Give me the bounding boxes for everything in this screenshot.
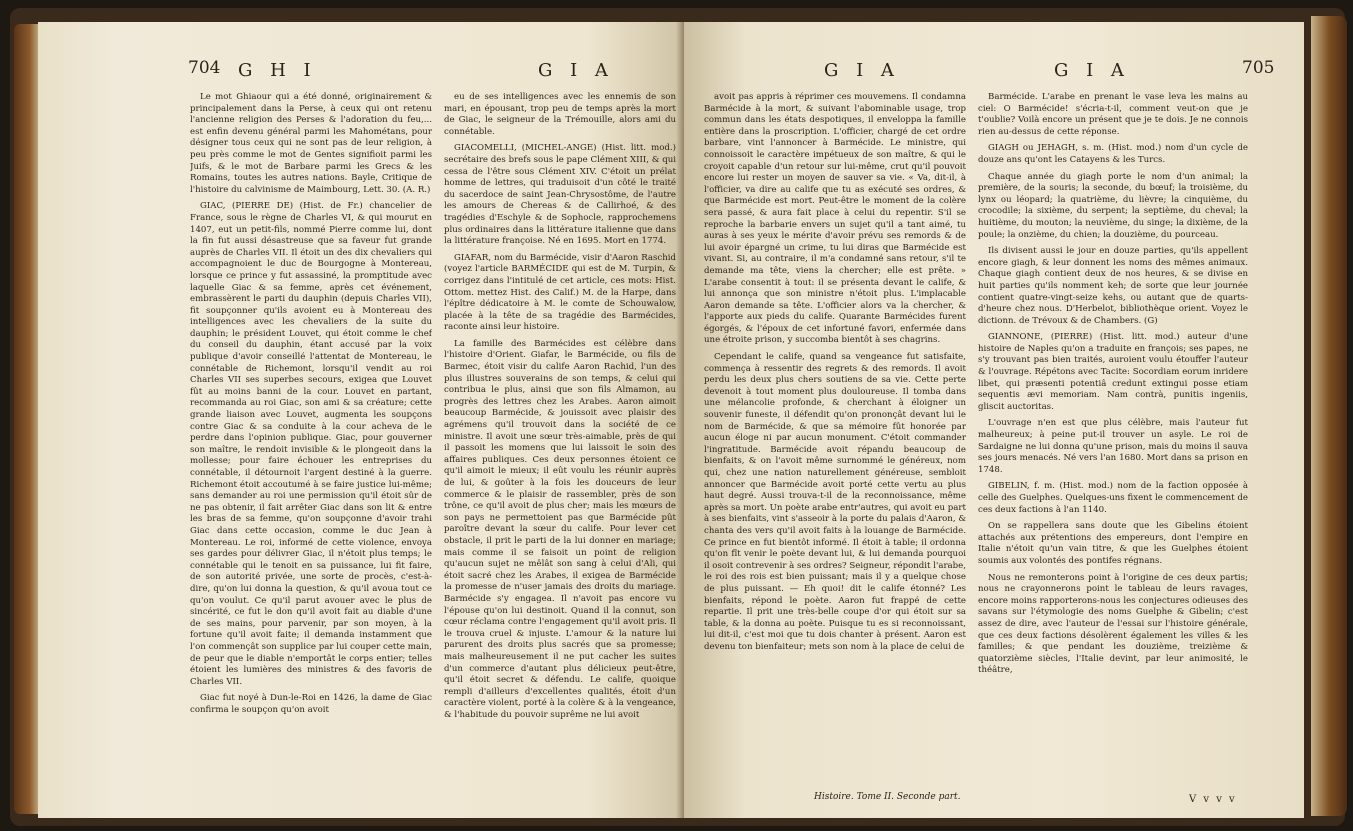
paragraph: GIAFAR, nom du Barmécide, visir d'Aaron Raschid (voyez l'article BARMÉCIDE qui est de M. Turpin, & corrigez dans l'intitulé de cet article, ces mots: Hist. Ottom. mettez Hist. des Calif.) M. de la Harpe, dans l'épître dédicatoire à M. le comte de Schouwalow, placée à la tête de sa tragédie des Barmécides, raconte ainsi leur histoire. [444,252,676,333]
paragraph: Nous ne remonterons point à l'origine de ces deux partis; nous ne crayonnerons point le tableau de leurs ravages, encore moins rapporterons-nous les conjectures odieuses des savans sur l'étymologie des noms Guelphe & Gibelin; c'est assez de dire, avec l'auteur de l'essai sur l'histoire générale, que ces deux factions désolèrent également les villes & les familles; & que pendant les douzième, treizième & quatorzième siècles, l'Italie devint, par leur animosité, le théâtre, [978,572,1248,676]
page-number-left: 704 [188,58,221,78]
paragraph: L'ouvrage n'en est que plus célèbre, mais l'auteur fut malheureux; à peine put-il trouver un asyle. Le roi de Sardaigne ne lui donna qu'une prison, mais du moins il sauva ses jours menacés. Né vers l'an 1680. Mort dans sa prison en 1748. [978,418,1248,475]
paragraph: avoit pas appris à réprimer ces mouvemens. Il condamna Barmécide à la mort, & suivant l'abominable usage, trop commun dans les états despotiques, il enveloppa la famille entière dans la proscription. L'officier, chargé de cet ordre barbare, vint l'annoncer à Barmécide. Le ministre, qui connoissoit le caractère impétueux de son maître, & qui le croyoit capable d'un retour sur lui-même, crut qu'il pouvoit encore lui rester un moyen de sauver sa vie. « Va, dit-il, à l'officier, va dire au calife que tu as exécuté ses ordres, & que Barmécide est mort. Peut-être le moment de la colère sera passé, & aura fait place à celui du repentir. S'il se reproche la barbarie envers un sujet qu'il a tant aimé, tu auras à ses yeux le mérite d'avoir prévu ses remords & de lui avoir épargné un crime, tu lui diras que Barmécide est vivant. Si, au contraire, il m'a condamné sans retour, s'il te demande ma tête, viens la chercher; elle est prête. » L'arabe consentit à tout: il se présenta devant le calife, & lui annonça que son ministre n'étoit plus. L'implacable Aaron demande sa tête. L'officier alors va la chercher, & l'apporte aux pieds du calife. Quarante Barmécides furent égorgés, & l'époux de cet infortuné favori, enfermée dans une étroite prison, y succomba bientôt à ses chagrins. [704,92,966,346]
running-header-right-col1: G I A [824,60,900,81]
running-header-right-col2: G I A [1054,60,1130,81]
left-page-column-1 [190,92,432,804]
paragraph: GIANNONE, (PIERRE) (Hist. litt. mod.) auteur d'une histoire de Naples qu'on a traduite en françois; ses papes, ne s'y trouvant pas bien traités, auroient voulu étouffer l'auteur & l'ouvrage. Répétons avec Tacite: Socordiam eorum inridere libet, qui præsenti potentiâ credunt extingui posse etiam sequentis ævi memoriam. Nam contrà, punitis ingeniis, gliscit auctoritas. [978,332,1248,412]
paragraph: eu de ses intelligences avec les ennemis de son mari, en épousant, trop peu de temps après la mort de Giac, le seigneur de la Trémouille, alors ami du connétable. [444,92,676,137]
paragraph: GIBELIN, f. m. (Hist. mod.) nom de la faction opposée à celle des Guelphes. Quelques-uns fixent le commencement de ces deux factions à l'an 1140. [978,481,1248,515]
right-page-column-1 [704,92,966,794]
book-cover-right-edge [1311,16,1347,816]
signature-mark: V v v v [1189,794,1237,805]
running-header-left-col1: G H I [238,60,317,81]
right-page-column-2 [978,92,1248,804]
volume-footer: Histoire. Tome II. Seconde part. [814,792,961,802]
paragraph: On se rappellera sans doute que les Gibelins étoient attachés aux prétentions des empereurs, dont l'empire en Italie n'étoit qu'un vain titre, & que les Guelphes étoient soumis aux volontés des pontifes régnans. [978,521,1248,566]
page-number-right: 705 [1242,58,1275,78]
paragraph: Giac fut noyé à Dun-le-Roi en 1426, la dame de Giac confirma le soupçon qu'on avoit [190,693,432,715]
right-page [684,22,1304,818]
left-page [38,22,684,818]
paragraph: Le mot Ghiaour qui a été donné, originairement & principalement dans la Perse, à ceux qui ont retenu l'ancienne religion des Perses & l'adoration du feu,... est enfin devenu général parmi les Mahométans, pour désigner tous ceux qui ne sont pas de leur religion, à peu près comme le mot de Gentes signifioit parmi les Juifs, & le mot de Barbare parmi les Grecs & les Romains, toutes les autres nations. Bayle, Critique de l'histoire du calvinisme de Maimbourg, Lett. 30. (A. R.) [190,92,432,195]
running-header-left-col2: G I A [538,60,614,81]
paragraph: GIAGH ou JEHAGH, s. m. (Hist. mod.) nom d'un cycle de douze ans qu'ont les Catayens & les Turcs. [978,143,1248,165]
paragraph: Chaque année du giagh porte le nom d'un animal; la première, de la souris; la seconde, du bœuf; la troisième, du lynx ou léopard; la quatrième, du lièvre; la cinquième, du crocodile; la sixième, du serpent; la septième, du cheval; la huitième, du mouton; la neuvième, du singe; la dixième, de la poule; la onzième, du chien; la douzième, du pourceau. [978,171,1248,240]
paragraph: GIAC, (PIERRE DE) (Hist. de Fr.) chancelier de France, sous le règne de Charles VI, & qui mourut en 1407, eut un petit-fils, nommé Pierre comme lui, dont la fin fut aussi désastreuse que sa faveur fut grande auprès de Charles VII. Il étoit un des dix chevaliers qui accompagnoient le duc de Bourgogne à Montereau, lorsque ce prince y fut assassiné, la promptitude avec laquelle Giac & sa femme, après cet événement, embrassèrent le parti du dauphin (depuis Charles VII), fit soupçonner qu'ils avoient eu à Montereau des intelligences avec les chevaliers de la suite du dauphin; le président Louvet, qui étoit comme le chef du conseil du dauphin, étant accusé par la voix publique d'avoir conseillé l'attentat de Montereau, le connétable de Richemont, lorsqu'il vendit au roi Charles VII ses superbes secours, exigea que Louvet fût au moins banni de la cour. Louvet en partant, recommanda au roi Giac, son ami & sa créature; cette grande liaison avec Louvet, augmenta les soupçons contre Giac & sa conduite à la cour acheva de le perdre dans l'opinion publique. Giac, pour gouverner son maître, le rendoit invisible & le plongeoit dans la mollesse; pour faire échouer les entreprises du connétable, il détournoit l'argent destiné à la guerre. Richemont étoit accoutumé à se faire justice lui-même; sans demander au roi une permission qu'il étoit sûr de ne pas obtenir, il fait arrêter Giac dans son lit & entre les bras de sa femme, qu'on soupçonne d'avoir trahi Giac dans cette occasion, comme le duc Jean à Montereau. Le roi, informé de cette violence, envoya ses gardes pour délivrer Giac, il n'étoit plus temps; le connétable qui le tenoit en sa puissance, lui fit faire, de son autorité privée, une sorte de procès, c'est-à-dire, qu'on lui donna la question, & qu'il avoua tout ce qu'on voulut. Ce qu'il parut avouer avec le plus de sincérité, ce fut le don qu'il avoit fait au diable d'une de ses mains, pour parvenir, par son moyen, à la fortune qu'il avoit faite; il demanda instamment que l'on commençât son supplice par lui couper cette main, de peur que le diable n'emportât le corps entier; telles étoient les lumières des ministres & des favoris de Charles VII. [190,201,432,687]
left-page-column-2 [444,92,676,804]
paragraph: Barmécide. L'arabe en prenant le vase leva les mains au ciel: O Barmécide! s'écria-t-il, comment veut-on que je t'oublie? Voilà encore un présent que je te dois. Je ne connois rien au-dessus de cette réponse. [978,92,1248,137]
book-cover-left-edge [14,24,40,814]
paragraph: GIACOMELLI, (MICHEL-ANGE) (Hist. litt. mod.) secrétaire des brefs sous le pape Clément XIII, & qui cessa de l'être sous Clément XIV. C'étoit un prélat homme de lettres, qui traduisoit d'un côté le traité du sacerdoce de saint Jean-Chrysostôme, de l'autre les amours de Chereas & de Callirhoé, & des tragédies d'Eschyle & de Sophocle, rapprochemens plus ordinaires dans la littérature italienne que dans la littérature françoise. Né en 1695. Mort en 1774. [444,143,676,247]
paragraph: Cependant le calife, quand sa vengeance fut satisfaite, commença à ressentir des regrets & des remords. Il avoit perdu les deux plus chers soutiens de sa vie. Cette perte devenoit à tout moment plus douloureuse. Il tomba dans une mélancolie profonde, & cherchant à éloigner un souvenir funeste, il défendit qu'on prononçât devant lui le nom de Barmécide, & que sa mémoire fût honorée par aucun éloge ni par aucun monument. C'étoit commander l'ingratitude. Barmécide avoit répandu beaucoup de bienfaits, & on l'avoit même surnommé le généreux, nom qui, chez une nation naturellement généreuse, sembloit annoncer que Barmécide avoit porté cette vertu au plus haut degré. Aussi trouva-t-il de la reconnoissance, même après sa mort. Un poète arabe entr'autres, qui avoit eu part à ses bienfaits, vint s'asseoir à la porte du palais d'Aaron, & chanta des vers qu'il avoit faits à la louange de Barmécide. Ce prince en fut bientôt informé. Il étoit à table; il ordonna qu'on fît venir le poète devant lui, & lui demanda pourquoi il osoit contrevenir à ses ordres? Seigneur, répondit l'arabe, le roi des rois est bien puissant; mais il y a quelque chose de plus puissant. — Eh quoi! dit le calife étonné? Les bienfaits, répond le poète. Aaron fut frappé de cette repartie. Il prit une très-belle coupe d'or qui étoit sur sa table, & la donna au poète. Puisque tu es si reconnoissant, lui dit-il, c'est moi que tu dois chanter à présent. Aaron est devenu ton bienfaiteur; mets son nom à la place de celui de [704,352,966,652]
paragraph: Ils divisent aussi le jour en douze parties, qu'ils appellent encore giagh, & leur donnent les noms des mêmes animaux. Chaque giagh contient deux de nos heures, & se divise en huit parties qu'ils nomment keh; de sorte que leur journée contient quatre-vingt-seize kehs, ou autant que de quarts-d'heure chez nous. D'Herbelot, bibliothèque orient. Voyez le dictionn. de Trévoux & de Chambers. (G) [978,246,1248,326]
paragraph: La famille des Barmécides est célèbre dans l'histoire d'Orient. Giafar, le Barmécide, ou fils de Barmec, étoit visir du calife Aaron Rachid, l'un des plus illustres souverains de son temps, & celui qui contribua le plus, ainsi que son fils Almamon, au progrès des lettres chez les Arabes. Aaron aimoit beaucoup Barmécide, & jouissoit avec plaisir des agrémens qu'il trouvoit dans la société de ce ministre. Il avoit une sœur très-aimable, près de qui il passoit les momens que lui laissoit le soin des affaires publiques. Ces deux personnes étoient ce qu'il aimoit le mieux; il eût voulu les réunir auprès de lui, & goûter à la fois les douceurs de leur commerce & le plaisir de rassembler, près de son trône, ce qu'il avoit de plus cher; mais les mœurs de son pays ne permettoient pas que Barmécide pût paroître devant la sœur du calife. Pour lever cet obstacle, il prit le parti de la lui donner en mariage; mais comme il se faisoit un point de religion qu'aucun sujet ne mêlât son sang à celui d'Ali, qui étoit sacré chez les Arabes, il exigea de Barmécide la promesse de n'user jamais des droits du mariage. Barmécide s'y engagea. Il n'avoit pas encore vu l'épouse qu'on lui destinoit. Quand il la connut, son cœur réclama contre l'engagement qu'il avoit pris. Il le trouva cruel & injuste. L'amour & la nature lui parurent des droits plus sacrés que sa promesse; mais malheureusement il ne put cacher les suites d'un commerce d'autant plus délicieux peut-être, qu'il étoit secret & défendu. Le calife, quoique rempli d'ailleurs d'excellentes qualités, étoit d'un caractère violent, porté à la colère & à la vengeance, & l'habitude du pouvoir suprême ne lui avoit [444,338,676,720]
